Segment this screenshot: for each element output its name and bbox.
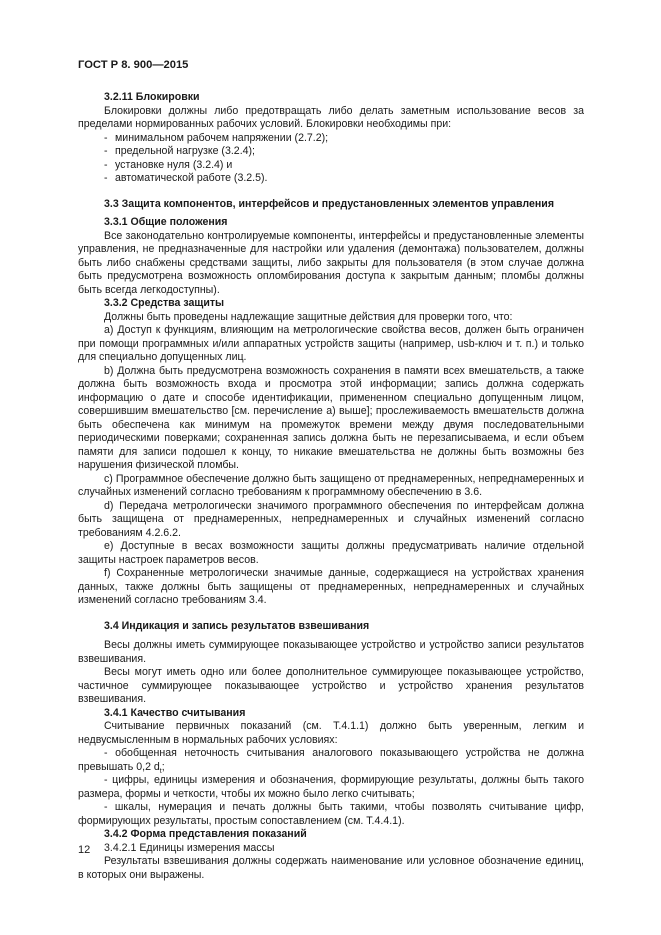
- section-3-4-p1: Весы должны иметь суммирующее показывающее устройство и устройство записи результатов взвешивания.: [78, 639, 584, 665]
- section-3-3-2-intro: Должны быть проведены надлежащие защитные действия для проверки того, что:: [104, 310, 513, 323]
- paragraph-b: b) Должна быть предусмотрена возможность сохранения в памяти всех вмешательств, а также должна быть возможность входа и просмотра этой информации; запись должна содержать информацию о дате и способе идентификации, примененном специально допущенным лицом, совершившим вмешательство [см. перечисление a) выше]; прослеживаемость вмешательств должна быть обеспечена как минимум на промежуток времени между двумя последовательными периодическими поверками; сохраненная запись должна быть не перезаписываема, и если объем памяти для записи подошел к концу, то никакие вмешательства не должны быть возможны без нарушения физической пломбы.: [78, 364, 584, 471]
- section-3-2-11-intro: Блокировки должны либо предотвращать либо делать заметным использование весов за пределами нормированных рабочих условий. Блокировки необходимы при:: [78, 104, 584, 130]
- section-3-4-2-title: 3.4.2 Форма представления показаний: [104, 828, 307, 840]
- document-header: ГОСТ Р 8. 900—2015: [78, 59, 189, 71]
- section-3-4-2-1-text: Результаты взвешивания должны содержать наименование или условное обозначение единиц, в которых они выражены.: [78, 855, 584, 881]
- list-item: - обобщенная неточность считывания аналогового показывающего устройства не должна превышать 0,2 $d_t$;: [78, 747, 584, 775]
- paragraph-a: a) Доступ к функциям, влияющим на метрологические свойства весов, должен быть ограничен при помощи программных и/или аппаратных устройств защиты (например, usb-ключ и т. п.) и только для специально допущенных лиц.: [78, 324, 584, 363]
- list-item: - установке нуля (3.2.4) и: [104, 158, 233, 171]
- list-item: - шкалы, нумерация и печать должны быть такими, чтобы позволять считывание цифр, формирующих результаты, простым сопоставлением (см. Т.4.4.1).: [78, 801, 584, 827]
- section-3-4-2-1-title: 3.4.2.1 Единицы измерения массы: [104, 841, 275, 854]
- document-body: [78, 91, 584, 882]
- section-3-3-title: 3.3 Защита компонентов, интерфейсов и предустановленных элементов управления: [104, 197, 555, 210]
- section-3-4-1-intro: Считывание первичных показаний (см. Т.4.1.1) должно быть уверенным, легким и недвусмысленным в нормальных рабочих условиях:: [78, 720, 584, 746]
- section-3-4-p2: Весы могут иметь одно или более дополнительное суммирующее показывающее устройство, частичное суммирующее показывающее устройство и устройство хранения результатов взвешивания.: [78, 666, 584, 705]
- section-3-4-1-title: 3.4.1 Качество считывания: [104, 706, 246, 719]
- paragraph-d: d) Передача метрологически значимого программного обеспечения по интерфейсам должна быть защищена от преднамеренных, непреднамеренных и случайных изменений согласно требованиям 4.2.6.2.: [78, 499, 584, 539]
- list-item: - предельной нагрузке (3.2.4);: [104, 145, 255, 157]
- paragraph-c: c) Программное обеспечение должно быть защищено от преднамеренных, непреднамеренных и случайных изменений согласно требованиям к программному обеспечению в 3.6.: [78, 472, 584, 498]
- section-3-3-2-title: 3.3.2 Средства защиты: [104, 297, 225, 309]
- section-3-4-title: 3.4 Индикация и запись результатов взвешивания: [104, 619, 370, 632]
- section-3-2-11-title: 3.2.11 Блокировки: [104, 91, 200, 103]
- page-number: 12: [78, 844, 91, 856]
- list-item: - автоматической работе (3.2.5).: [104, 172, 268, 184]
- paragraph-e: e) Доступные в весах возможности защиты должны предусматривать наличие отдельной защиты настроек параметров весов.: [78, 540, 584, 566]
- paragraph-f: f) Сохраненные метрологически значимые данные, содержащиеся на устройствах хранения данных, также должны быть защищены от преднамеренных, непреднамеренных и случайных изменений согласно требованиям 3.4.: [78, 567, 584, 606]
- section-3-3-1-title: 3.3.1 Общие положения: [104, 216, 228, 228]
- section-3-3-1-text: Все законодательно контролируемые компоненты, интерфейсы и предустановленные элементы управления, не предназначенные для настройки или удаления (демонтажа) пользователем, должны быть либо снабжены средствами защиты, либо закрыты для пользователя (в этом случае должна быть предусмотрена возможность опломбирования доступа к закрытым данным; пломбы должны быть всегда легкодоступны).: [78, 229, 584, 296]
- list-item: - цифры, единицы измерения и обозначения, формирующие результаты, должны быть такого размера, формы и четкости, чтобы их можно было легко считывать;: [78, 774, 584, 800]
- list-item: - минимальном рабочем напряжении (2.7.2);: [104, 131, 329, 144]
